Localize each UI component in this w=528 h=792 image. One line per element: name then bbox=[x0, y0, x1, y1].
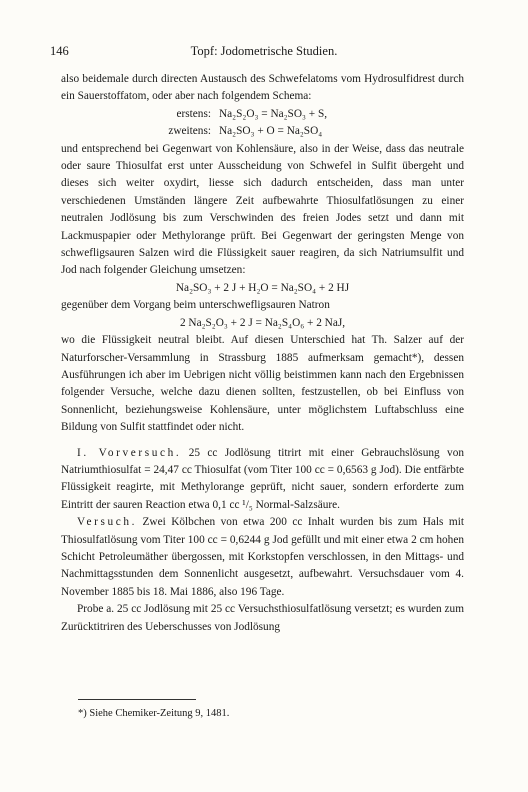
paragraph-versuch bbox=[61, 514, 464, 601]
vorversuch-heading: I. Vorversuch. bbox=[77, 446, 182, 459]
equation-4: 2 Na₂S₂O₃ + 2 J = Na₂S₄O₆ + 2 NaJ, bbox=[179, 316, 346, 329]
equation-3: Na₂SO₃ + 2 J + H₂O = Na₂SO₄ + 2 HJ bbox=[175, 281, 350, 294]
versuch-text: Zwei Kölbchen von etwa 200 cc Inhalt wurden bis zum Hals mit Thiosulfatlösung vom Titer 100 cc = 0,6244 g Jod gefüllt und mit einer etwa 2 cm hohen Schicht Petroleumäther übergossen, mit Korkstopfen verschlossen, in den Mittags- und Nachmittagsstunden dem Sonnenlicht ausgesetzt, aufbewahrt. Versuchsdauer vom 4. November 1885 bis 18. Mai 1886, also 196 Tage. bbox=[61, 516, 464, 598]
versuch-heading: Versuch. bbox=[77, 516, 138, 529]
paragraph-3: gegenüber dem Vorgang beim unterschwefligsauren Natron bbox=[61, 299, 330, 312]
paragraph-4: wo die Flüssigkeit neutral bleibt. Auf diesen Unterschied hat Th. Salzer auf der Naturforscher-Versammlung in Strassburg 1885 aufmerksam gemacht*), dessen Ausführungen ich aber im Uebrigen nicht völlig beistimmen kann nach den Ergebnissen folgender Versuche, welche dazu dienen sollten, festzustellen, ob bei Einfluss von Sonnenlicht, beziehungsweise Kohlensäure, unter möglichstem Luftabschluss eine Bildung von Sulfit stattfindet oder nicht. bbox=[61, 334, 464, 434]
paragraph-vorversuch bbox=[61, 445, 464, 515]
paragraph-probe-a: Probe a. 25 cc Jodlösung mit 25 cc Versuchsthiosulfatlösung versetzt; es wurden zum Zurücktitriren des Ueberschusses von Jodlösung bbox=[61, 603, 464, 633]
footnote-rule bbox=[78, 699, 196, 700]
paragraph-2: und entsprechend bei Gegenwart von Kohlensäure, also in der Weise, dass das neutrale oder saure Thiosulfat erst unter Ausscheidung von Schwefel in Sulfit übergeht und dieses sich weiter oxydirt, liesse sich dadurch entscheiden, dass man unter verschiedenen Umständen längere Zeit aufbewahrte Thiosulfatlösungen zu einer neutralen Jodlösung bis zum Verschwinden des freien Jodes setzt und dann mit Lackmuspapier oder Methylorange prüft. Bei Gegenwart der geringsten Menge von schwefligsauren Salzen wird die Flüssigkeit sauer reagiren, da sich Natriumsulfit und Jod nach folgender Gleichung umsetzen: bbox=[61, 142, 464, 277]
page-header bbox=[50, 44, 478, 62]
page-number: 146 bbox=[50, 44, 69, 58]
running-title: Topf: Jodometrische Studien. bbox=[190, 44, 338, 58]
body-text bbox=[61, 71, 464, 636]
equation-2-formula: Na₂SO₃ + O = Na₂SO₄ bbox=[219, 125, 323, 138]
paragraph-1: also beidemale durch directen Austausch des Schwefelatoms vom Hydrosulfidrest durch ein Sauerstoffatom, oder aber nach folgendem Schema: bbox=[61, 73, 464, 103]
equation-1-formula: Na₂S₂O₃ = Na₂SO₃ + S, bbox=[219, 107, 328, 120]
vorversuch-text: 25 cc Jodlösung titrirt mit einer Gebrauchslösung von Natriumthiosulfat = 24,47 cc Thiosulfat (vom Titer 100 cc = 0,6563 g Jod). Die entfärbte Flüssigkeit reagirte, mit Methylorange geprüft, nicht sauer, sondern erforderte zum Eintritt der sauren Reaction etwa 0,1 cc ¹/₅ Normal-Salzsäure. bbox=[61, 446, 465, 511]
equation-1 bbox=[61, 106, 464, 123]
equation-2-label: zweitens: bbox=[168, 125, 211, 138]
equation-2 bbox=[61, 123, 464, 140]
footnote: *) Siehe Chemiker-Zeitung 9, 1481. bbox=[78, 708, 230, 719]
equation-1-label: erstens: bbox=[176, 107, 211, 120]
